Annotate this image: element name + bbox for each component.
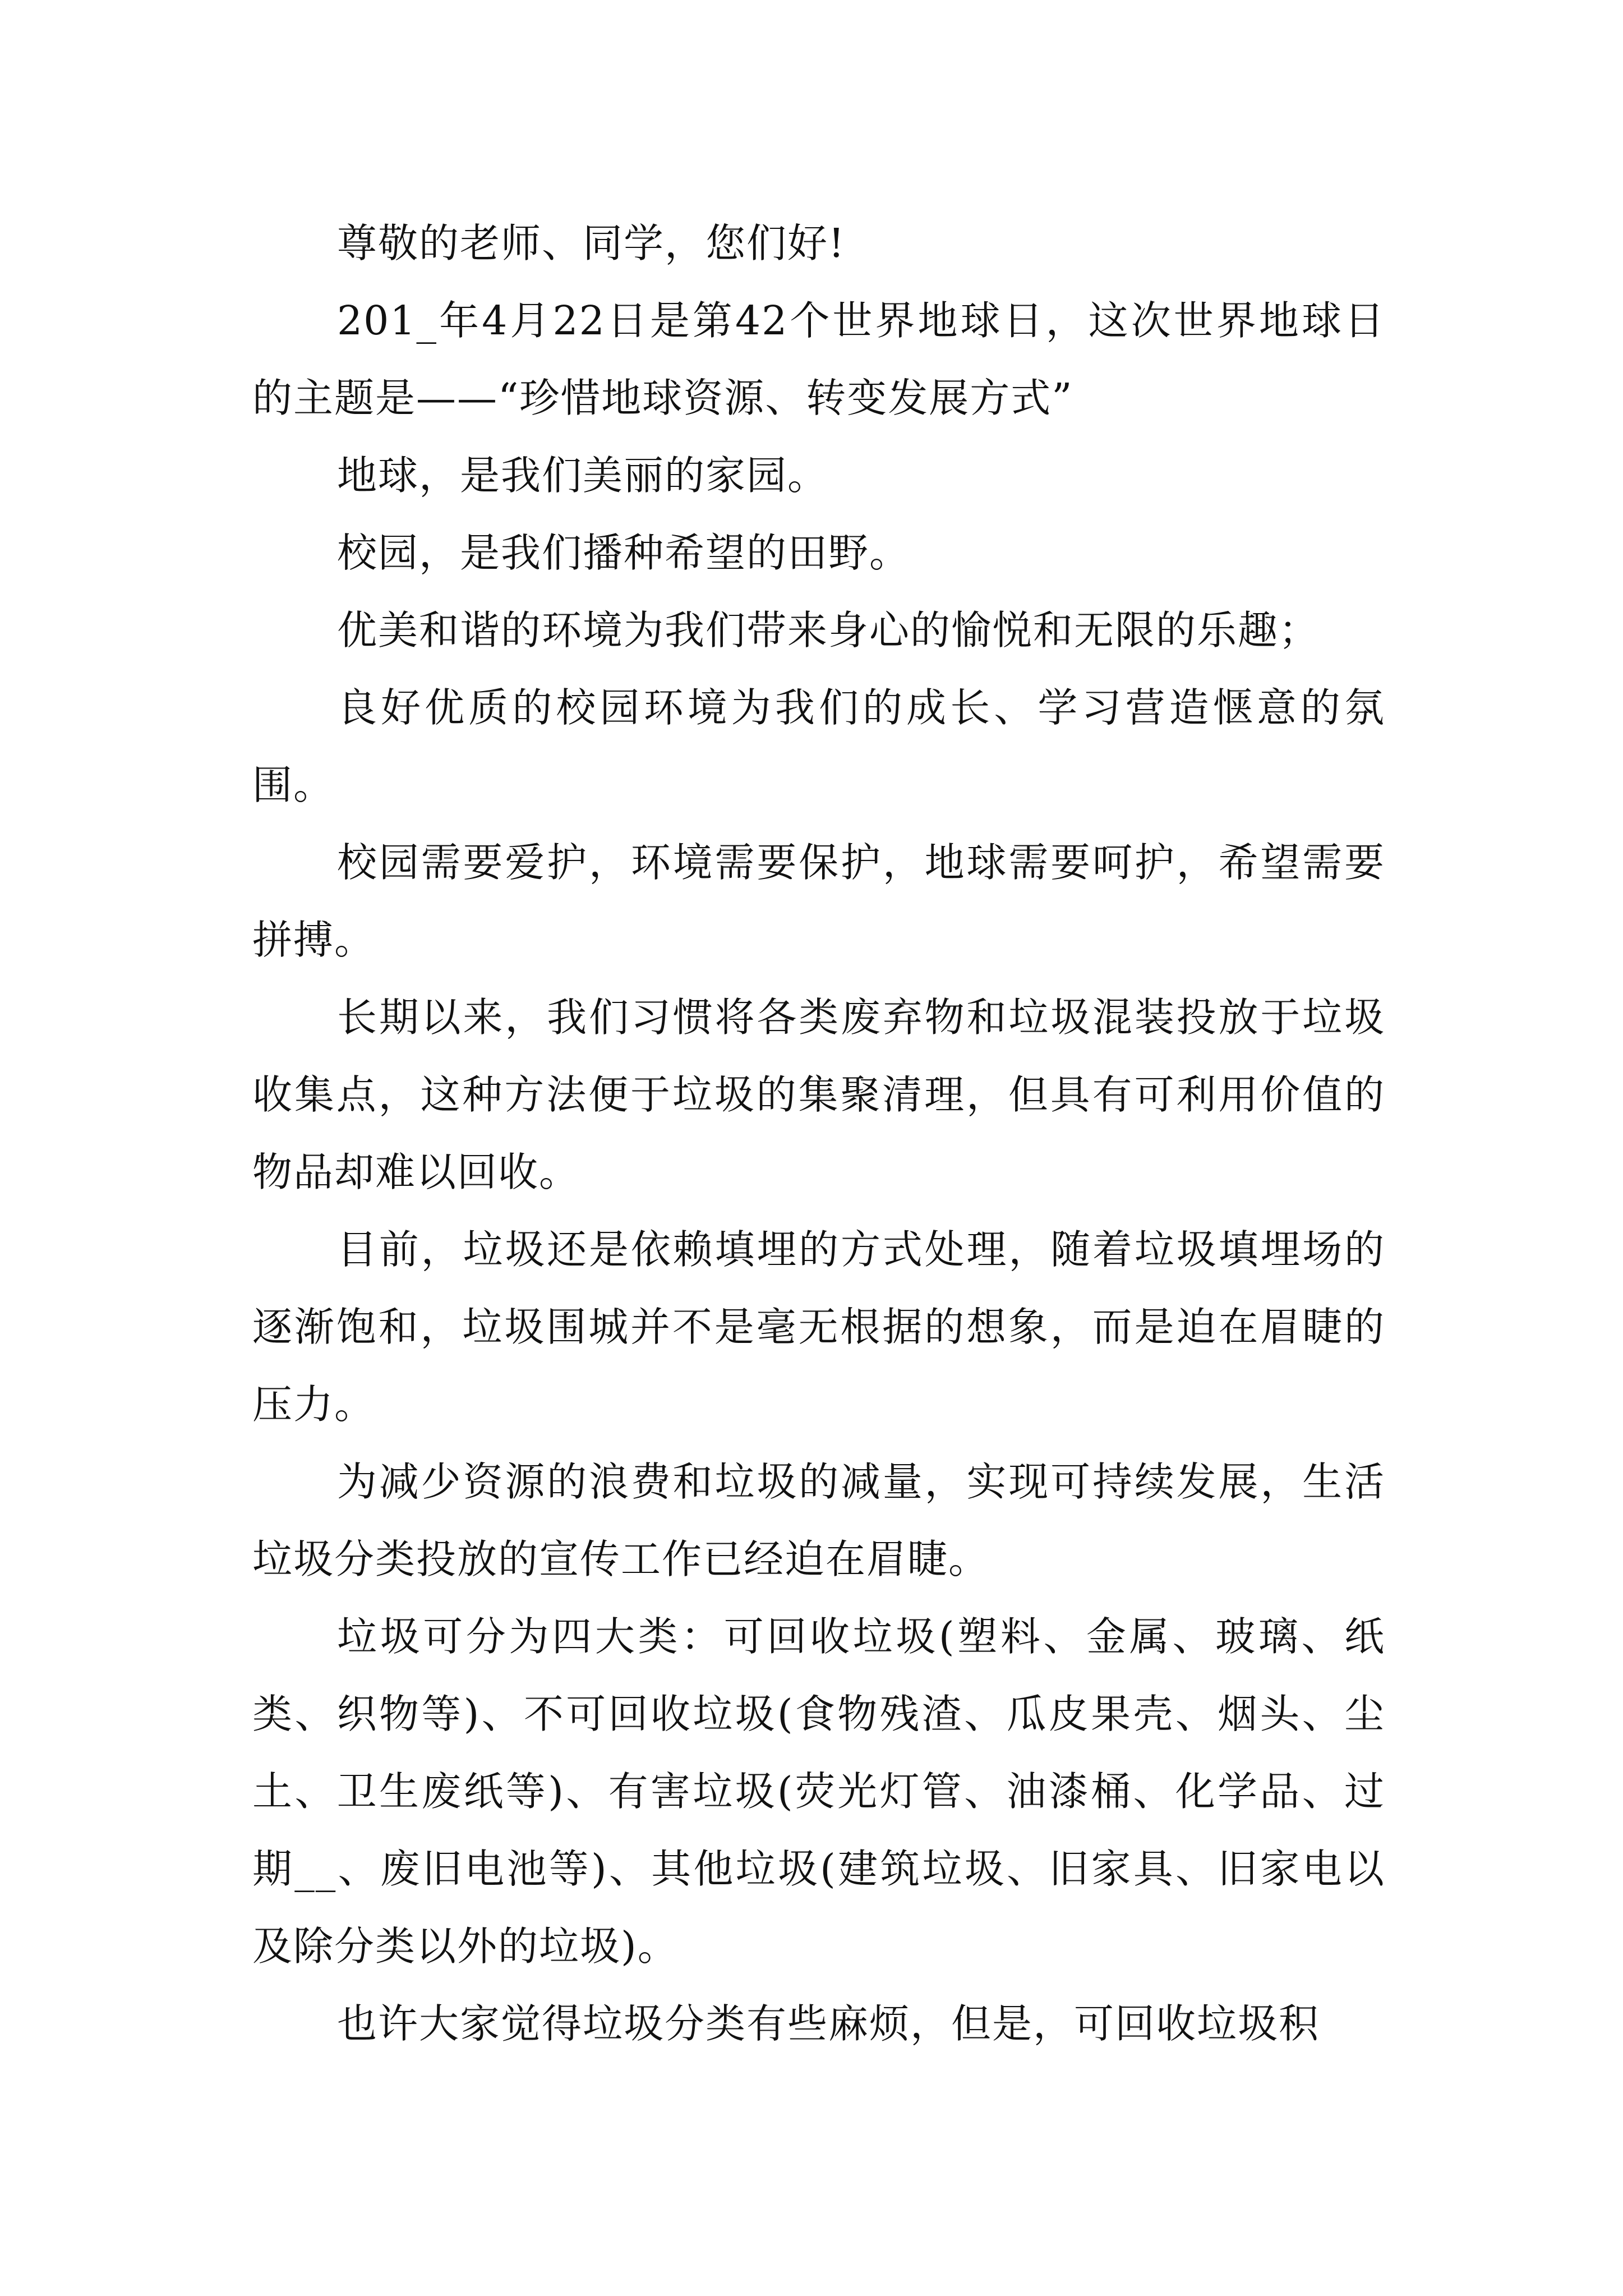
paragraph-sorting-urgency: 为减少资源的浪费和垃圾的减量，实现可持续发展，生活垃圾分类投放的宣传工作已经迫在眉睫。 [252, 1458, 1385, 1582]
paragraph-garbage-habits: 长期以来，我们习惯将各类废弃物和垃圾混装投放于垃圾收集点，这种方法便于垃圾的集聚清理，但具有可利用价值的物品却难以回收。 [252, 994, 1385, 1195]
paragraph-earth-home: 地球，是我们美丽的家园。 [337, 452, 829, 499]
paragraph-garbage-categories: 垃圾可分为四大类：可回收垃圾(塑料、金属、玻璃、纸类、织物等)、不可回收垃圾(食物残渣、瓜皮果壳、烟头、尘土、卫生废纸等)、有害垃圾(荧光灯管、油漆桶、化学品、过期__、废旧电池等)、其他垃圾(建筑垃圾、旧家具、旧家电以及除分类以外的垃圾)。 [252, 1613, 1385, 1970]
paragraph-earth-day-theme: 201_年4月22日是第42个世界地球日，这次世界地球日的主题是——“珍惜地球资源、转变发展方式” [252, 297, 1385, 421]
paragraph-sorting-trouble: 也许大家觉得垃圾分类有些麻烦，但是，可回收垃圾积 [337, 2000, 1320, 2047]
document-body [252, 205, 1385, 2063]
paragraph-campus-environment: 良好优质的校园环境为我们的成长、学习营造惬意的氛围。 [252, 684, 1385, 808]
paragraph-environment-joy: 优美和谐的环境为我们带来身心的愉悦和无限的乐趣； [337, 607, 1320, 654]
paragraph-protection: 校园需要爱护，环境需要保护，地球需要呵护，希望需要拼搏。 [252, 839, 1385, 963]
paragraph-landfill: 目前，垃圾还是依赖填埋的方式处理，随着垃圾填埋场的逐渐饱和，垃圾围城并不是毫无根据的想象，而是迫在眉睫的压力。 [252, 1226, 1385, 1428]
paragraph-campus-field: 校园，是我们播种希望的田野。 [337, 530, 911, 576]
paragraph-greeting: 尊敬的老师、同学，您们好! [337, 220, 846, 266]
